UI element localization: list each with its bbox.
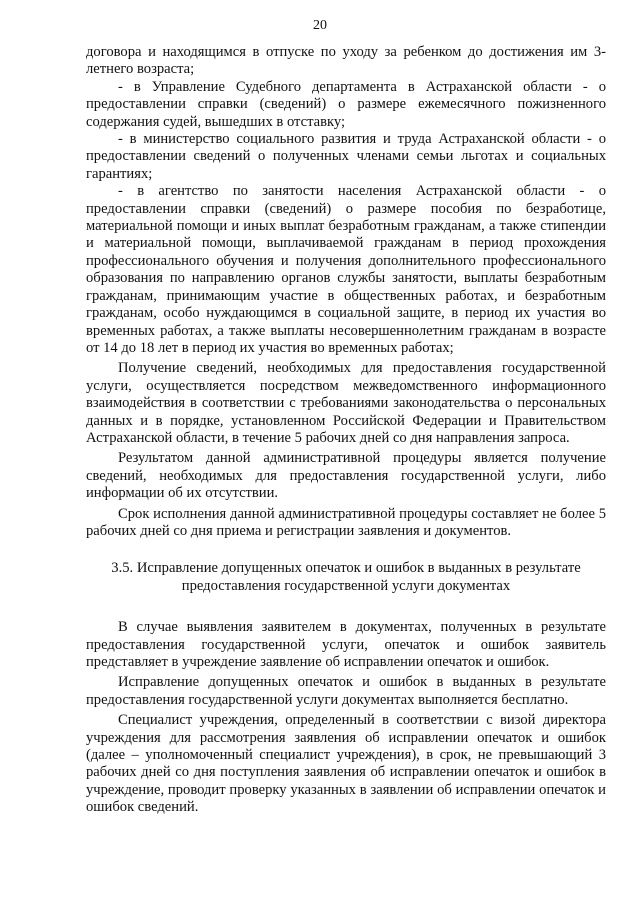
paragraph-procedure-result: Результатом данной административной процедуры является получение сведений, необходимых для предоставления государственной услуги, либо информации об их отсутствии. <box>86 450 606 502</box>
section-heading: 3.5. Исправление допущенных опечаток и ошибок в выданных в результате предоставления государственной услуги документах <box>111 560 581 594</box>
section-paragraph-free-correction: Исправление допущенных опечаток и ошибок в выданных в результате предоставления государственной услуги документах выполняется бесплатно. <box>86 674 606 708</box>
page-number: 20 <box>313 18 327 33</box>
paragraph-continuation: договора и находящимся в отпуске по уходу за ребенком до достижения им 3-летнего возраста; <box>86 44 606 78</box>
paragraph-procedure-term: Срок исполнения данной административной процедуры составляет не более 5 рабочих дней со дня приема и регистрации заявления и документов. <box>86 505 606 539</box>
list-item-judicial-department: - в Управление Судебного департамента в Астраханской области - о предоставлении справки (сведений) о размере ежемесячного пожизненного содержания судей, вышедших в отставку; <box>86 78 606 130</box>
paragraph-info-retrieval: Получение сведений, необходимых для предоставления государственной услуги, осуществляется посредством межведомственного информационного взаимодействия в соответствии с требованиями законодательства о персональных данных и в порядке, установленном Российской Федерации и Правительством Астраханской области, в течение 5 рабочих дней со дня направления запроса. <box>86 360 606 446</box>
list-item-employment-agency: - в агентство по занятости населения Астраханской области - о предоставлении справки (сведений) о размере пособия по безработице, материальной помощи и иных выплат безработным гражданам, а также стипендии и материальной помощи, выплачиваемой гражданам в период прохождения профессионального обучения и получения дополнительного профессионального образования по направлению органов службы занятости, выплаты безработным гражданам, принимающим участие в общественных работах, и безработным гражданам, особо нуждающимся в социальной защите, в период их участия во временных работах, а также выплаты несовершеннолетним гражданам в возрасте от 14 до 18 лет в период их участия во временных работах; <box>86 183 606 356</box>
document-body <box>86 44 606 817</box>
section-paragraph-errors-found: В случае выявления заявителем в документах, полученных в результате предоставления государственной услуги, опечаток и ошибок заявитель представляет в учреждение заявление об исправлении опечаток и ошибок. <box>86 619 606 670</box>
list-item-social-ministry: - в министерство социального развития и труда Астраханской области - о предоставлении сведений о полученных членами семьи льготах и социальных гарантиях; <box>86 131 606 182</box>
section-paragraph-specialist-check: Специалист учреждения, определенный в соответствии с визой директора учреждения для рассмотрения заявления об исправлении опечаток и ошибок (далее – уполномоченный специалист учреждения), в срок, не превышающий 3 рабочих дней со дня поступления заявления об исправлении опечаток и ошибок в учреждение, проводит проверку указанных в заявлении об исправлении опечаток и ошибок сведений. <box>86 712 606 816</box>
